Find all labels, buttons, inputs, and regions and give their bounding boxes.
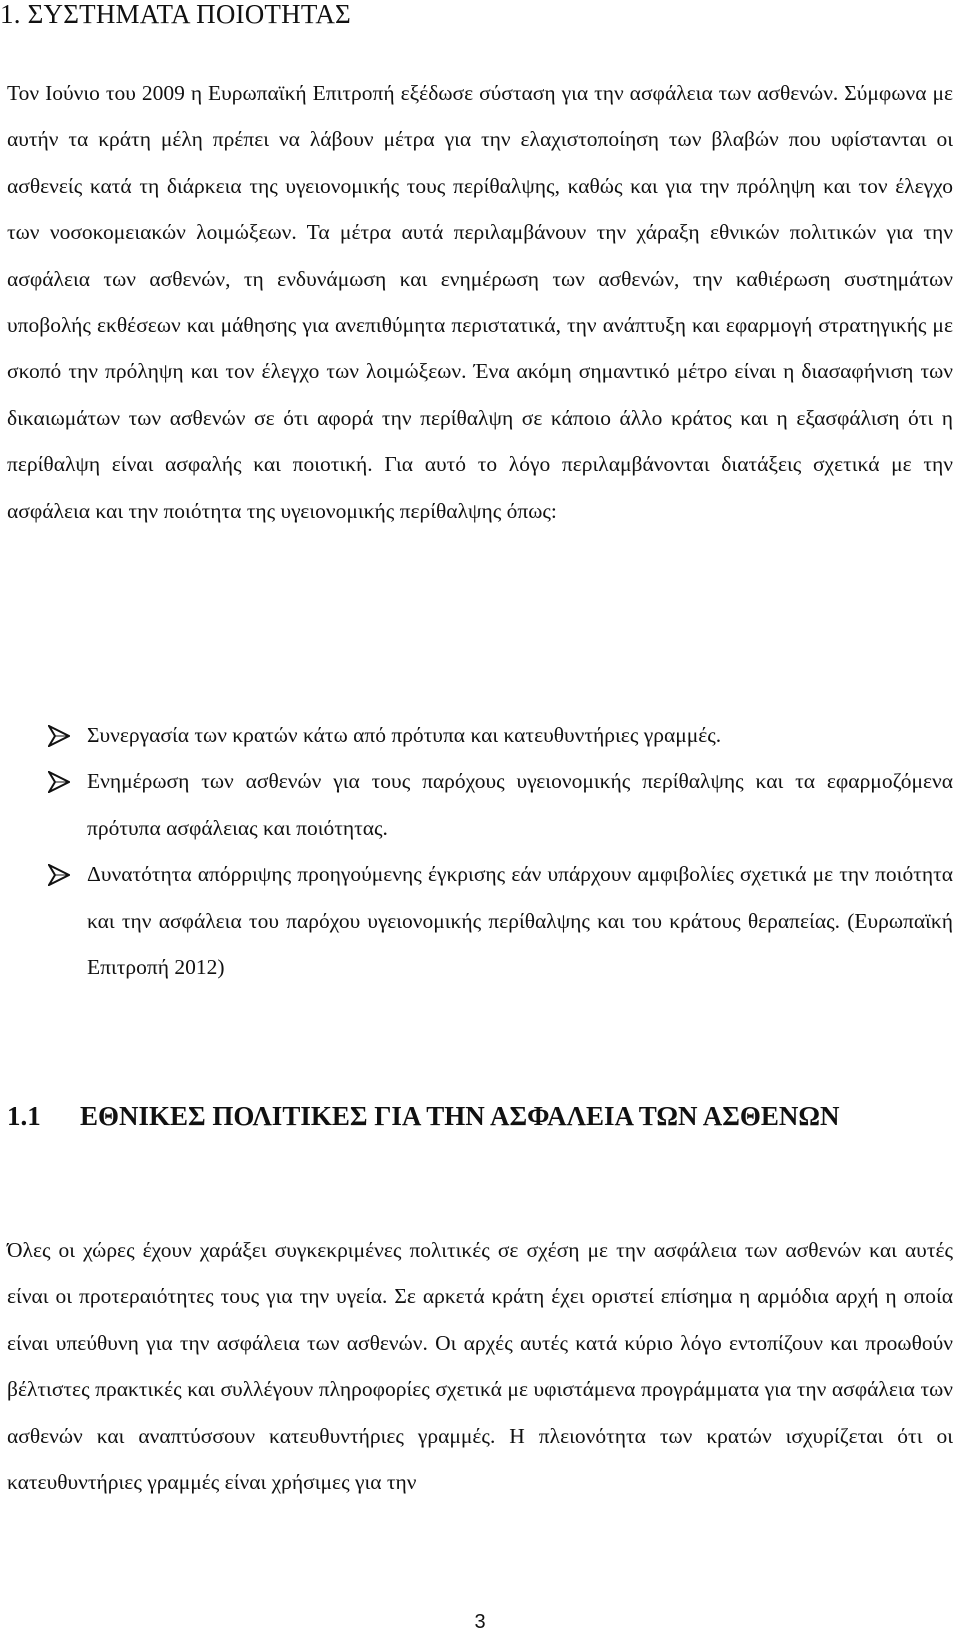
bullet-text: Ενημέρωση των ασθενών για τους παρόχους υγειονομικής περίθαλψης και τα εφαρμοζόμενα πρότυπα ασφάλειας και ποιότητας. [87,769,953,840]
bullet-item [0,851,953,990]
subsection-heading [7,1092,953,1140]
arrowhead-bullet-icon [48,864,70,886]
subsection-number: 1.1 [7,1101,41,1131]
bullet-item [0,758,953,851]
subsection-title: ΕΘΝΙΚΕΣ ΠΟΛΙΤΙΚΕΣ ΓΙΑ ΤΗΝ ΑΣΦΑΛΕΙΑ ΤΩΝ ΑΣΘΕΝΩΝ [80,1101,840,1131]
bullet-text: Δυνατότητα απόρριψης προηγούμενης έγκρισης εάν υπάρχουν αμφιβολίες σχετικά με την ποιότητα και την ασφάλεια του παρόχου υγειονομικής περίθαλψης και του κράτους θεραπείας. (Ευρωπαϊκή Επιτροπή 2012) [87,862,953,980]
arrowhead-bullet-icon [48,725,70,747]
arrowhead-bullet-icon [48,771,70,793]
bullet-item [0,712,953,758]
bullet-text: Συνεργασία των κρατών κάτω από πρότυπα και κατευθυντήριες γραμμές. [87,723,722,747]
section-paragraph: Τον Ιούνιο του 2009 η Ευρωπαϊκή Επιτροπή εξέδωσε σύσταση για την ασφάλεια των ασθενών. Σύμφωνα με αυτήν τα κράτη μέλη πρέπει να λάβουν μέτρα για την ελαχιστοποίηση των βλαβών που υφίστανται οι ασθενείς κατά τη διάρκεια της υγειονομικής τους περίθαλψης, καθώς και για την πρόληψη και τον έλεγχο των νοσοκομειακών λοιμώξεων. Τα μέτρα αυτά περιλαμβάνουν την χάραξη εθνικών πολιτικών για την ασφάλεια των ασθενών, τη ενδυνάμωση και ενημέρωση των ασθενών, την καθιέρωση συστημάτων υποβολής εκθέσεων και μάθησης για ανεπιθύμητα περιστατικά, την ανάπτυξη και εφαρμογή στρατηγικής με σκοπό την πρόληψη και τον έλεγχο των λοιμώξεων. Ένα ακόμη σημαντικό μέτρο είναι η διασαφήνιση των δικαιωμάτων των ασθενών σε ότι αφορά την περίθαλψη σε κάποιο άλλο κράτος και η εξασφάλιση ότι η περίθαλψη είναι ασφαλής και ποιοτική. Για αυτό το λόγο περιλαμβάνονται διατάξεις σχετικά με την ασφάλεια και την ποιότητα της υγειονομικής περίθαλψης όπως: [7,81,953,523]
page-number: 3 [474,1611,486,1633]
section-heading: 1. ΣΥΣΤΗΜΑΤΑ ΠΟΙΟΤΗΤΑΣ [0,0,351,29]
bullet-list [0,712,960,990]
subsection-paragraph: Όλες οι χώρες έχουν χαράξει συγκεκριμένες πολιτικές σε σχέση με την ασφάλεια των ασθενών και αυτές είναι οι προτεραιότητες τους για την υγεία. Σε αρκετά κράτη έχει οριστεί επίσημα η αρμόδια αρχή η οποία είναι υπεύθυνη για την ασφάλεια των ασθενών. Οι αρχές αυτές κατά κύριο λόγο εντοπίζουν και προωθούν βέλτιστες πρακτικές και συλλέγουν πληροφορίες σχετικά με υφιστάμενα προγράμματα για την ασφάλεια των ασθενών και αναπτύσσουν κατευθυντήριες γραμμές. Η πλειονότητα των κρατών ισχυρίζεται ότι οι κατευθυντήριες γραμμές είναι χρήσιμες για την [7,1238,953,1495]
